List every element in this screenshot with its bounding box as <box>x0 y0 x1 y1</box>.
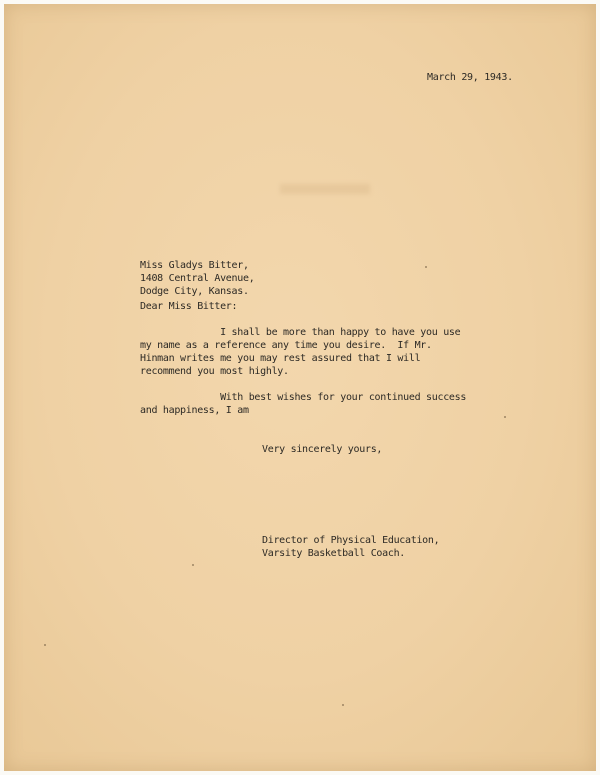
complimentary-closing: Very sincerely yours, <box>262 444 383 455</box>
signature-block <box>262 534 439 560</box>
recipient-street: 1408 Central Avenue, <box>140 273 255 284</box>
letter-page <box>4 4 596 771</box>
salutation: Dear Miss Bitter: <box>140 301 238 312</box>
recipient-name: Miss Gladys Bitter, <box>140 260 249 271</box>
faint-stamp-mark <box>280 184 370 194</box>
paper-speck <box>192 564 194 566</box>
letter-date: March 29, 1943. <box>427 72 513 83</box>
signature-title-line: Director of Physical Education, <box>262 535 440 546</box>
letter-body <box>140 326 466 430</box>
paper-speck <box>44 644 46 646</box>
recipient-address <box>140 259 254 298</box>
paper-speck <box>504 416 506 418</box>
paper-speck <box>425 266 427 268</box>
paper-speck <box>342 704 344 706</box>
signature-title-line: Varsity Basketball Coach. <box>262 548 406 559</box>
recipient-city: Dodge City, Kansas. <box>140 286 249 297</box>
body-paragraph: With best wishes for your continued success and happiness, I am <box>140 392 467 416</box>
body-paragraph: I shall be more than happy to have you use my name as a reference any time you desire. If Mr. Hinman writes me you may rest assured that I will recommend you most highly. <box>140 327 461 377</box>
